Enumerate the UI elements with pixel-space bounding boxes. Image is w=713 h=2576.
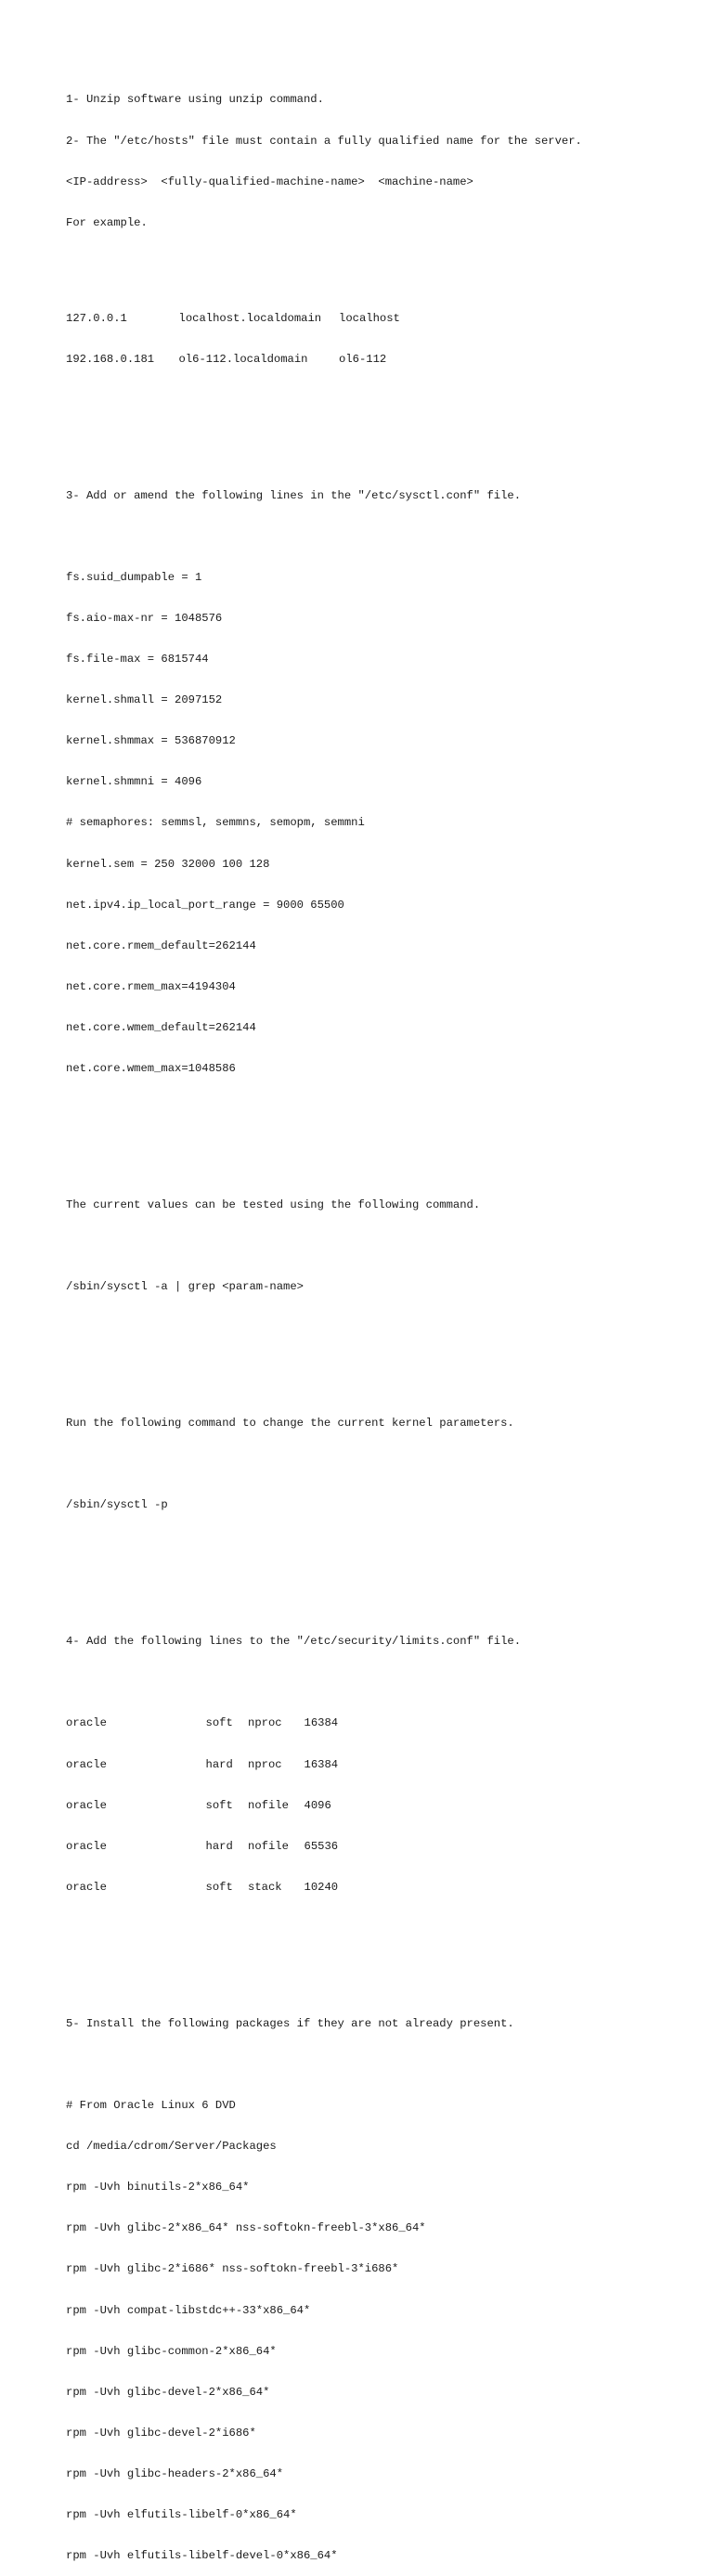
step4-heading: 4- Add the following lines to the "/etc/security/limits.conf" file. bbox=[66, 1635, 522, 1649]
limits-value: 65536 bbox=[304, 1839, 339, 1853]
intro-line: 2- The "/etc/hosts" file must contain a fully qualified name for the server. bbox=[66, 134, 582, 148]
limits-user: oracle bbox=[66, 1757, 107, 1771]
blank-line bbox=[66, 1321, 694, 1335]
limits-user: oracle bbox=[66, 1716, 107, 1730]
package-line: rpm -Uvh elfutils-libelf-0*x86_64* bbox=[66, 2507, 297, 2521]
limits-value: 4096 bbox=[304, 1798, 331, 1812]
limits-row bbox=[66, 1758, 694, 1772]
blank-line bbox=[66, 1922, 694, 1935]
blank-line bbox=[66, 2058, 694, 2072]
sysctl-comment: # semaphores: semmsl, semmns, semopm, semmni bbox=[66, 816, 365, 830]
package-line: rpm -Uvh glibc-2*x86_64* nss-softokn-freebl-3*x86_64* bbox=[66, 2221, 426, 2235]
blank-line bbox=[66, 257, 694, 271]
limits-item: nproc bbox=[248, 1716, 282, 1730]
limits-user: oracle bbox=[66, 1839, 107, 1853]
hosts-ip: 192.168.0.181 bbox=[66, 352, 155, 366]
sysctl-line: fs.suid_dumpable = 1 bbox=[66, 570, 202, 584]
blank-line bbox=[66, 1144, 694, 1158]
step3-heading: 3- Add or amend the following lines in the "/etc/sysctl.conf" file. bbox=[66, 488, 522, 502]
sysctl-line: net.core.rmem_default=262144 bbox=[66, 938, 256, 952]
hosts-name: ol6-112 bbox=[339, 352, 387, 366]
limits-value: 10240 bbox=[304, 1880, 339, 1894]
blank-line bbox=[66, 1103, 694, 1117]
hosts-row bbox=[66, 353, 694, 367]
limits-type: hard bbox=[205, 1757, 233, 1771]
limits-user: oracle bbox=[66, 1880, 107, 1894]
limits-user: oracle bbox=[66, 1798, 107, 1812]
limits-row bbox=[66, 1716, 694, 1730]
limits-value: 16384 bbox=[304, 1716, 339, 1730]
intro-line: For example. bbox=[66, 215, 148, 229]
blank-line bbox=[66, 1962, 694, 1976]
limits-item: nproc bbox=[248, 1757, 282, 1771]
sysctl-line: kernel.sem = 250 32000 100 128 bbox=[66, 857, 270, 871]
sysctl-line: net.core.wmem_max=1048586 bbox=[66, 1061, 236, 1075]
limits-type: soft bbox=[205, 1798, 233, 1812]
sysctl-line: kernel.shmmax = 536870912 bbox=[66, 734, 236, 748]
package-line: rpm -Uvh glibc-devel-2*x86_64* bbox=[66, 2385, 270, 2399]
limits-value: 16384 bbox=[304, 1757, 339, 1771]
sysctl-line: kernel.shmall = 2097152 bbox=[66, 693, 223, 707]
limits-row bbox=[66, 1840, 694, 1854]
limits-type: soft bbox=[205, 1716, 233, 1730]
package-line: cd /media/cdrom/Server/Packages bbox=[66, 2140, 277, 2154]
sysctl-line: kernel.shmmni = 4096 bbox=[66, 775, 202, 789]
sysctl-line: net.core.rmem_max=4194304 bbox=[66, 979, 236, 993]
package-line: rpm -Uvh glibc-devel-2*i686* bbox=[66, 2426, 256, 2440]
package-line: rpm -Uvh elfutils-libelf-devel-0*x86_64* bbox=[66, 2549, 338, 2563]
blank-line bbox=[66, 1239, 694, 1253]
sysctl-line: fs.aio-max-nr = 1048576 bbox=[66, 611, 223, 625]
limits-row bbox=[66, 1881, 694, 1895]
blank-line bbox=[66, 1581, 694, 1595]
limits-item: nofile bbox=[248, 1839, 289, 1853]
package-line: rpm -Uvh glibc-2*i686* nss-softokn-freebl-3*i686* bbox=[66, 2262, 399, 2276]
limits-row bbox=[66, 1799, 694, 1813]
package-comment: # From Oracle Linux 6 DVD bbox=[66, 2099, 236, 2113]
limits-item: stack bbox=[248, 1880, 282, 1894]
package-line: rpm -Uvh compat-libstdc++-33*x86_64* bbox=[66, 2303, 311, 2317]
blank-line bbox=[66, 1362, 694, 1376]
sysctl-line: net.core.wmem_default=262144 bbox=[66, 1020, 256, 1034]
blank-line bbox=[66, 394, 694, 408]
package-line: rpm -Uvh glibc-common-2*x86_64* bbox=[66, 2344, 277, 2358]
limits-type: hard bbox=[205, 1839, 233, 1853]
test-command: /sbin/sysctl -a | grep <param-name> bbox=[66, 1280, 304, 1294]
blank-line bbox=[66, 1539, 694, 1553]
blank-line bbox=[66, 1457, 694, 1471]
intro-line: 1- Unzip software using unzip command. bbox=[66, 93, 324, 107]
document-page bbox=[66, 66, 694, 2576]
limits-item: nofile bbox=[248, 1798, 289, 1812]
hosts-fqdn: localhost.localdomain bbox=[178, 311, 322, 325]
apply-description: Run the following command to change the current kernel parameters. bbox=[66, 1417, 514, 1430]
sysctl-line: net.ipv4.ip_local_port_range = 9000 65500 bbox=[66, 898, 344, 912]
hosts-fqdn: ol6-112.localdomain bbox=[178, 352, 308, 366]
intro-line: <IP-address> <fully-qualified-machine-name> <machine-name> bbox=[66, 175, 473, 188]
step5-heading: 5- Install the following packages if they are not already present. bbox=[66, 2016, 514, 2030]
apply-command: /sbin/sysctl -p bbox=[66, 1498, 168, 1512]
blank-line bbox=[66, 1676, 694, 1689]
hosts-ip: 127.0.0.1 bbox=[66, 311, 127, 325]
package-line: rpm -Uvh glibc-headers-2*x86_64* bbox=[66, 2466, 284, 2480]
limits-type: soft bbox=[205, 1880, 233, 1894]
hosts-name: localhost bbox=[339, 311, 400, 325]
blank-line bbox=[66, 530, 694, 544]
sysctl-line: fs.file-max = 6815744 bbox=[66, 653, 209, 667]
hosts-row bbox=[66, 312, 694, 326]
package-line: rpm -Uvh binutils-2*x86_64* bbox=[66, 2181, 250, 2194]
blank-line bbox=[66, 434, 694, 448]
test-description: The current values can be tested using the following command. bbox=[66, 1197, 481, 1211]
